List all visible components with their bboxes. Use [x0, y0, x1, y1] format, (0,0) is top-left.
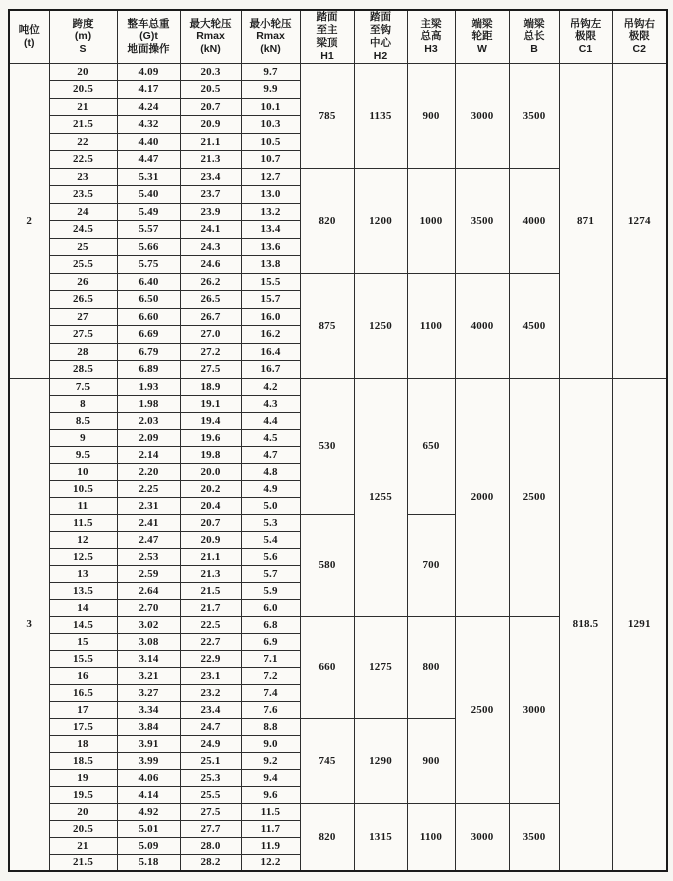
min-wheel-load-cell: 4.4 — [241, 412, 300, 429]
total-weight-cell: 6.79 — [117, 343, 180, 361]
min-wheel-load-cell: 13.2 — [241, 203, 300, 221]
total-weight-cell: 5.09 — [117, 837, 180, 854]
span-cell: 22.5 — [49, 151, 117, 169]
min-wheel-load-cell: 5.0 — [241, 497, 300, 514]
c1-cell: 871 — [559, 63, 612, 378]
total-weight-cell: 6.69 — [117, 326, 180, 344]
min-wheel-load-cell: 4.7 — [241, 446, 300, 463]
min-wheel-load-cell: 13.4 — [241, 221, 300, 239]
max-wheel-load-cell: 19.4 — [180, 412, 241, 429]
min-wheel-load-cell: 10.3 — [241, 116, 300, 134]
total-weight-cell: 3.21 — [117, 667, 180, 684]
table-row — [9, 378, 667, 395]
total-weight-cell: 5.49 — [117, 203, 180, 221]
total-weight-cell: 3.84 — [117, 718, 180, 735]
h2-cell: 1290 — [354, 718, 407, 803]
span-cell: 17 — [49, 701, 117, 718]
column-header-c2: 吊钩右 极限 C2 — [612, 10, 667, 63]
min-wheel-load-cell: 9.9 — [241, 81, 300, 99]
span-cell: 11 — [49, 497, 117, 514]
max-wheel-load-cell: 24.6 — [180, 256, 241, 274]
c2-cell: 1291 — [612, 378, 667, 871]
w-cell: 2000 — [455, 378, 509, 616]
max-wheel-load-cell: 27.2 — [180, 343, 241, 361]
span-cell: 15 — [49, 633, 117, 650]
total-weight-cell: 3.14 — [117, 650, 180, 667]
min-wheel-load-cell: 5.9 — [241, 582, 300, 599]
h3-cell: 900 — [407, 718, 455, 803]
h1-cell: 820 — [300, 803, 354, 871]
max-wheel-load-cell: 21.3 — [180, 565, 241, 582]
total-weight-cell: 2.20 — [117, 463, 180, 480]
c2-cell: 1274 — [612, 63, 667, 378]
h2-cell: 1200 — [354, 168, 407, 273]
max-wheel-load-cell: 20.9 — [180, 116, 241, 134]
span-cell: 15.5 — [49, 650, 117, 667]
column-header-h1: 踏面 至主 梁顶 H1 — [300, 10, 354, 63]
max-wheel-load-cell: 27.5 — [180, 803, 241, 820]
span-cell: 20.5 — [49, 820, 117, 837]
min-wheel-load-cell: 16.4 — [241, 343, 300, 361]
span-cell: 23.5 — [49, 186, 117, 204]
document-page — [0, 9, 673, 881]
total-weight-cell: 5.01 — [117, 820, 180, 837]
h3-cell: 700 — [407, 514, 455, 616]
span-cell: 12 — [49, 531, 117, 548]
span-cell: 20 — [49, 803, 117, 820]
h3-cell: 1100 — [407, 803, 455, 871]
max-wheel-load-cell: 25.3 — [180, 769, 241, 786]
min-wheel-load-cell: 7.6 — [241, 701, 300, 718]
max-wheel-load-cell: 28.0 — [180, 837, 241, 854]
span-cell: 16 — [49, 667, 117, 684]
total-weight-cell: 3.99 — [117, 752, 180, 769]
total-weight-cell: 1.98 — [117, 395, 180, 412]
span-cell: 13 — [49, 565, 117, 582]
total-weight-cell: 4.06 — [117, 769, 180, 786]
total-weight-cell: 4.40 — [117, 133, 180, 151]
b-cell: 3000 — [509, 616, 559, 803]
total-weight-cell: 6.40 — [117, 273, 180, 291]
total-weight-cell: 5.57 — [117, 221, 180, 239]
total-weight-cell: 5.40 — [117, 186, 180, 204]
max-wheel-load-cell: 19.1 — [180, 395, 241, 412]
column-header-h3: 主梁 总高 H3 — [407, 10, 455, 63]
total-weight-cell: 3.91 — [117, 735, 180, 752]
max-wheel-load-cell: 21.7 — [180, 599, 241, 616]
max-wheel-load-cell: 20.4 — [180, 497, 241, 514]
w-cell: 3000 — [455, 803, 509, 871]
max-wheel-load-cell: 20.5 — [180, 81, 241, 99]
max-wheel-load-cell: 23.1 — [180, 667, 241, 684]
tonnage-cell: 3 — [9, 378, 49, 871]
header-row — [9, 10, 667, 63]
max-wheel-load-cell: 22.7 — [180, 633, 241, 650]
max-wheel-load-cell: 19.6 — [180, 429, 241, 446]
h2-cell: 1275 — [354, 616, 407, 718]
span-cell: 20 — [49, 63, 117, 81]
span-cell: 14 — [49, 599, 117, 616]
min-wheel-load-cell: 6.9 — [241, 633, 300, 650]
max-wheel-load-cell: 20.0 — [180, 463, 241, 480]
min-wheel-load-cell: 5.3 — [241, 514, 300, 531]
w-cell: 3500 — [455, 168, 509, 273]
w-cell: 4000 — [455, 273, 509, 378]
max-wheel-load-cell: 20.9 — [180, 531, 241, 548]
max-wheel-load-cell: 19.8 — [180, 446, 241, 463]
span-cell: 8 — [49, 395, 117, 412]
b-cell: 4500 — [509, 273, 559, 378]
b-cell: 3500 — [509, 803, 559, 871]
min-wheel-load-cell: 6.0 — [241, 599, 300, 616]
max-wheel-load-cell: 21.3 — [180, 151, 241, 169]
total-weight-cell: 6.60 — [117, 308, 180, 326]
span-cell: 28 — [49, 343, 117, 361]
column-header-w: 端梁 轮距 W — [455, 10, 509, 63]
min-wheel-load-cell: 5.6 — [241, 548, 300, 565]
max-wheel-load-cell: 23.2 — [180, 684, 241, 701]
max-wheel-load-cell: 24.9 — [180, 735, 241, 752]
total-weight-cell: 5.31 — [117, 168, 180, 186]
max-wheel-load-cell: 20.2 — [180, 480, 241, 497]
min-wheel-load-cell: 10.5 — [241, 133, 300, 151]
max-wheel-load-cell: 28.2 — [180, 854, 241, 871]
b-cell: 4000 — [509, 168, 559, 273]
min-wheel-load-cell: 11.9 — [241, 837, 300, 854]
span-cell: 24.5 — [49, 221, 117, 239]
span-cell: 18.5 — [49, 752, 117, 769]
max-wheel-load-cell: 27.0 — [180, 326, 241, 344]
column-header-total-weight: 整车总重 (G)t 地面操作 — [117, 10, 180, 63]
min-wheel-load-cell: 12.2 — [241, 854, 300, 871]
max-wheel-load-cell: 27.7 — [180, 820, 241, 837]
h1-cell: 660 — [300, 616, 354, 718]
h3-cell: 1000 — [407, 168, 455, 273]
w-cell: 2500 — [455, 616, 509, 803]
total-weight-cell: 2.70 — [117, 599, 180, 616]
total-weight-cell: 4.92 — [117, 803, 180, 820]
max-wheel-load-cell: 23.7 — [180, 186, 241, 204]
span-cell: 27.5 — [49, 326, 117, 344]
total-weight-cell: 3.27 — [117, 684, 180, 701]
column-header-min-wheel-load: 最小轮压 Rmax (kN) — [241, 10, 300, 63]
total-weight-cell: 4.09 — [117, 63, 180, 81]
min-wheel-load-cell: 12.7 — [241, 168, 300, 186]
total-weight-cell: 2.59 — [117, 565, 180, 582]
total-weight-cell: 2.03 — [117, 412, 180, 429]
min-wheel-load-cell: 6.8 — [241, 616, 300, 633]
span-cell: 28.5 — [49, 361, 117, 379]
span-cell: 14.5 — [49, 616, 117, 633]
min-wheel-load-cell: 4.9 — [241, 480, 300, 497]
total-weight-cell: 2.09 — [117, 429, 180, 446]
span-cell: 7.5 — [49, 378, 117, 395]
span-cell: 8.5 — [49, 412, 117, 429]
h1-cell: 785 — [300, 63, 354, 168]
max-wheel-load-cell: 21.5 — [180, 582, 241, 599]
span-cell: 16.5 — [49, 684, 117, 701]
h3-cell: 900 — [407, 63, 455, 168]
total-weight-cell: 1.93 — [117, 378, 180, 395]
h1-cell: 580 — [300, 514, 354, 616]
span-cell: 26 — [49, 273, 117, 291]
span-cell: 26.5 — [49, 291, 117, 309]
span-cell: 25.5 — [49, 256, 117, 274]
span-cell: 27 — [49, 308, 117, 326]
min-wheel-load-cell: 7.1 — [241, 650, 300, 667]
total-weight-cell: 5.18 — [117, 854, 180, 871]
total-weight-cell: 2.64 — [117, 582, 180, 599]
min-wheel-load-cell: 4.3 — [241, 395, 300, 412]
span-cell: 10 — [49, 463, 117, 480]
table-header — [9, 10, 667, 63]
column-header-c1: 吊钩左 极限 C1 — [559, 10, 612, 63]
total-weight-cell: 4.24 — [117, 98, 180, 116]
h2-cell: 1255 — [354, 378, 407, 616]
min-wheel-load-cell: 4.2 — [241, 378, 300, 395]
min-wheel-load-cell: 5.4 — [241, 531, 300, 548]
max-wheel-load-cell: 23.9 — [180, 203, 241, 221]
span-cell: 11.5 — [49, 514, 117, 531]
min-wheel-load-cell: 9.2 — [241, 752, 300, 769]
total-weight-cell: 3.08 — [117, 633, 180, 650]
table-row — [9, 63, 667, 81]
total-weight-cell: 4.17 — [117, 81, 180, 99]
max-wheel-load-cell: 23.4 — [180, 168, 241, 186]
total-weight-cell: 2.31 — [117, 497, 180, 514]
total-weight-cell: 5.66 — [117, 238, 180, 256]
total-weight-cell: 4.32 — [117, 116, 180, 134]
span-cell: 19.5 — [49, 786, 117, 803]
h3-cell: 650 — [407, 378, 455, 514]
min-wheel-load-cell: 13.0 — [241, 186, 300, 204]
min-wheel-load-cell: 4.5 — [241, 429, 300, 446]
h3-cell: 800 — [407, 616, 455, 718]
max-wheel-load-cell: 24.7 — [180, 718, 241, 735]
min-wheel-load-cell: 9.0 — [241, 735, 300, 752]
column-header-b: 端梁 总长 B — [509, 10, 559, 63]
h2-cell: 1250 — [354, 273, 407, 378]
tonnage-cell: 2 — [9, 63, 49, 378]
span-cell: 25 — [49, 238, 117, 256]
min-wheel-load-cell: 13.6 — [241, 238, 300, 256]
max-wheel-load-cell: 24.1 — [180, 221, 241, 239]
min-wheel-load-cell: 11.7 — [241, 820, 300, 837]
total-weight-cell: 2.41 — [117, 514, 180, 531]
b-cell: 2500 — [509, 378, 559, 616]
total-weight-cell: 2.53 — [117, 548, 180, 565]
total-weight-cell: 6.89 — [117, 361, 180, 379]
min-wheel-load-cell: 8.8 — [241, 718, 300, 735]
max-wheel-load-cell: 24.3 — [180, 238, 241, 256]
max-wheel-load-cell: 26.5 — [180, 291, 241, 309]
span-cell: 23 — [49, 168, 117, 186]
span-cell: 21 — [49, 837, 117, 854]
min-wheel-load-cell: 7.2 — [241, 667, 300, 684]
h2-cell: 1135 — [354, 63, 407, 168]
span-cell: 20.5 — [49, 81, 117, 99]
column-header-span: 跨度 (m) S — [49, 10, 117, 63]
min-wheel-load-cell: 13.8 — [241, 256, 300, 274]
span-cell: 19 — [49, 769, 117, 786]
total-weight-cell: 2.47 — [117, 531, 180, 548]
span-cell: 21.5 — [49, 116, 117, 134]
b-cell: 3500 — [509, 63, 559, 168]
column-header-max-wheel-load: 最大轮压 Rmax (kN) — [180, 10, 241, 63]
c1-cell: 818.5 — [559, 378, 612, 871]
span-cell: 17.5 — [49, 718, 117, 735]
span-cell: 24 — [49, 203, 117, 221]
span-cell: 21 — [49, 98, 117, 116]
min-wheel-load-cell: 16.2 — [241, 326, 300, 344]
column-header-tonnage: 吨位 (t) — [9, 10, 49, 63]
max-wheel-load-cell: 21.1 — [180, 133, 241, 151]
max-wheel-load-cell: 27.5 — [180, 361, 241, 379]
max-wheel-load-cell: 22.5 — [180, 616, 241, 633]
total-weight-cell: 4.47 — [117, 151, 180, 169]
total-weight-cell: 3.02 — [117, 616, 180, 633]
min-wheel-load-cell: 15.5 — [241, 273, 300, 291]
span-cell: 22 — [49, 133, 117, 151]
w-cell: 3000 — [455, 63, 509, 168]
max-wheel-load-cell: 23.4 — [180, 701, 241, 718]
span-cell: 18 — [49, 735, 117, 752]
max-wheel-load-cell: 20.3 — [180, 63, 241, 81]
h1-cell: 530 — [300, 378, 354, 514]
max-wheel-load-cell: 18.9 — [180, 378, 241, 395]
max-wheel-load-cell: 20.7 — [180, 98, 241, 116]
min-wheel-load-cell: 10.7 — [241, 151, 300, 169]
min-wheel-load-cell: 10.1 — [241, 98, 300, 116]
h3-cell: 1100 — [407, 273, 455, 378]
h1-cell: 875 — [300, 273, 354, 378]
max-wheel-load-cell: 26.2 — [180, 273, 241, 291]
total-weight-cell: 5.75 — [117, 256, 180, 274]
total-weight-cell: 4.14 — [117, 786, 180, 803]
min-wheel-load-cell: 16.7 — [241, 361, 300, 379]
total-weight-cell: 2.14 — [117, 446, 180, 463]
h2-cell: 1315 — [354, 803, 407, 871]
max-wheel-load-cell: 22.9 — [180, 650, 241, 667]
min-wheel-load-cell: 16.0 — [241, 308, 300, 326]
total-weight-cell: 6.50 — [117, 291, 180, 309]
span-cell: 10.5 — [49, 480, 117, 497]
span-cell: 13.5 — [49, 582, 117, 599]
total-weight-cell: 2.25 — [117, 480, 180, 497]
max-wheel-load-cell: 26.7 — [180, 308, 241, 326]
span-cell: 9.5 — [49, 446, 117, 463]
min-wheel-load-cell: 9.7 — [241, 63, 300, 81]
max-wheel-load-cell: 21.1 — [180, 548, 241, 565]
column-header-h2: 踏面 至钩 中心 H2 — [354, 10, 407, 63]
min-wheel-load-cell: 11.5 — [241, 803, 300, 820]
max-wheel-load-cell: 25.5 — [180, 786, 241, 803]
crane-spec-table — [8, 9, 668, 872]
min-wheel-load-cell: 9.6 — [241, 786, 300, 803]
max-wheel-load-cell: 20.7 — [180, 514, 241, 531]
max-wheel-load-cell: 25.1 — [180, 752, 241, 769]
span-cell: 12.5 — [49, 548, 117, 565]
span-cell: 9 — [49, 429, 117, 446]
min-wheel-load-cell: 5.7 — [241, 565, 300, 582]
h1-cell: 745 — [300, 718, 354, 803]
total-weight-cell: 3.34 — [117, 701, 180, 718]
span-cell: 21.5 — [49, 854, 117, 871]
min-wheel-load-cell: 7.4 — [241, 684, 300, 701]
min-wheel-load-cell: 4.8 — [241, 463, 300, 480]
min-wheel-load-cell: 15.7 — [241, 291, 300, 309]
h1-cell: 820 — [300, 168, 354, 273]
table-body — [9, 63, 667, 871]
min-wheel-load-cell: 9.4 — [241, 769, 300, 786]
